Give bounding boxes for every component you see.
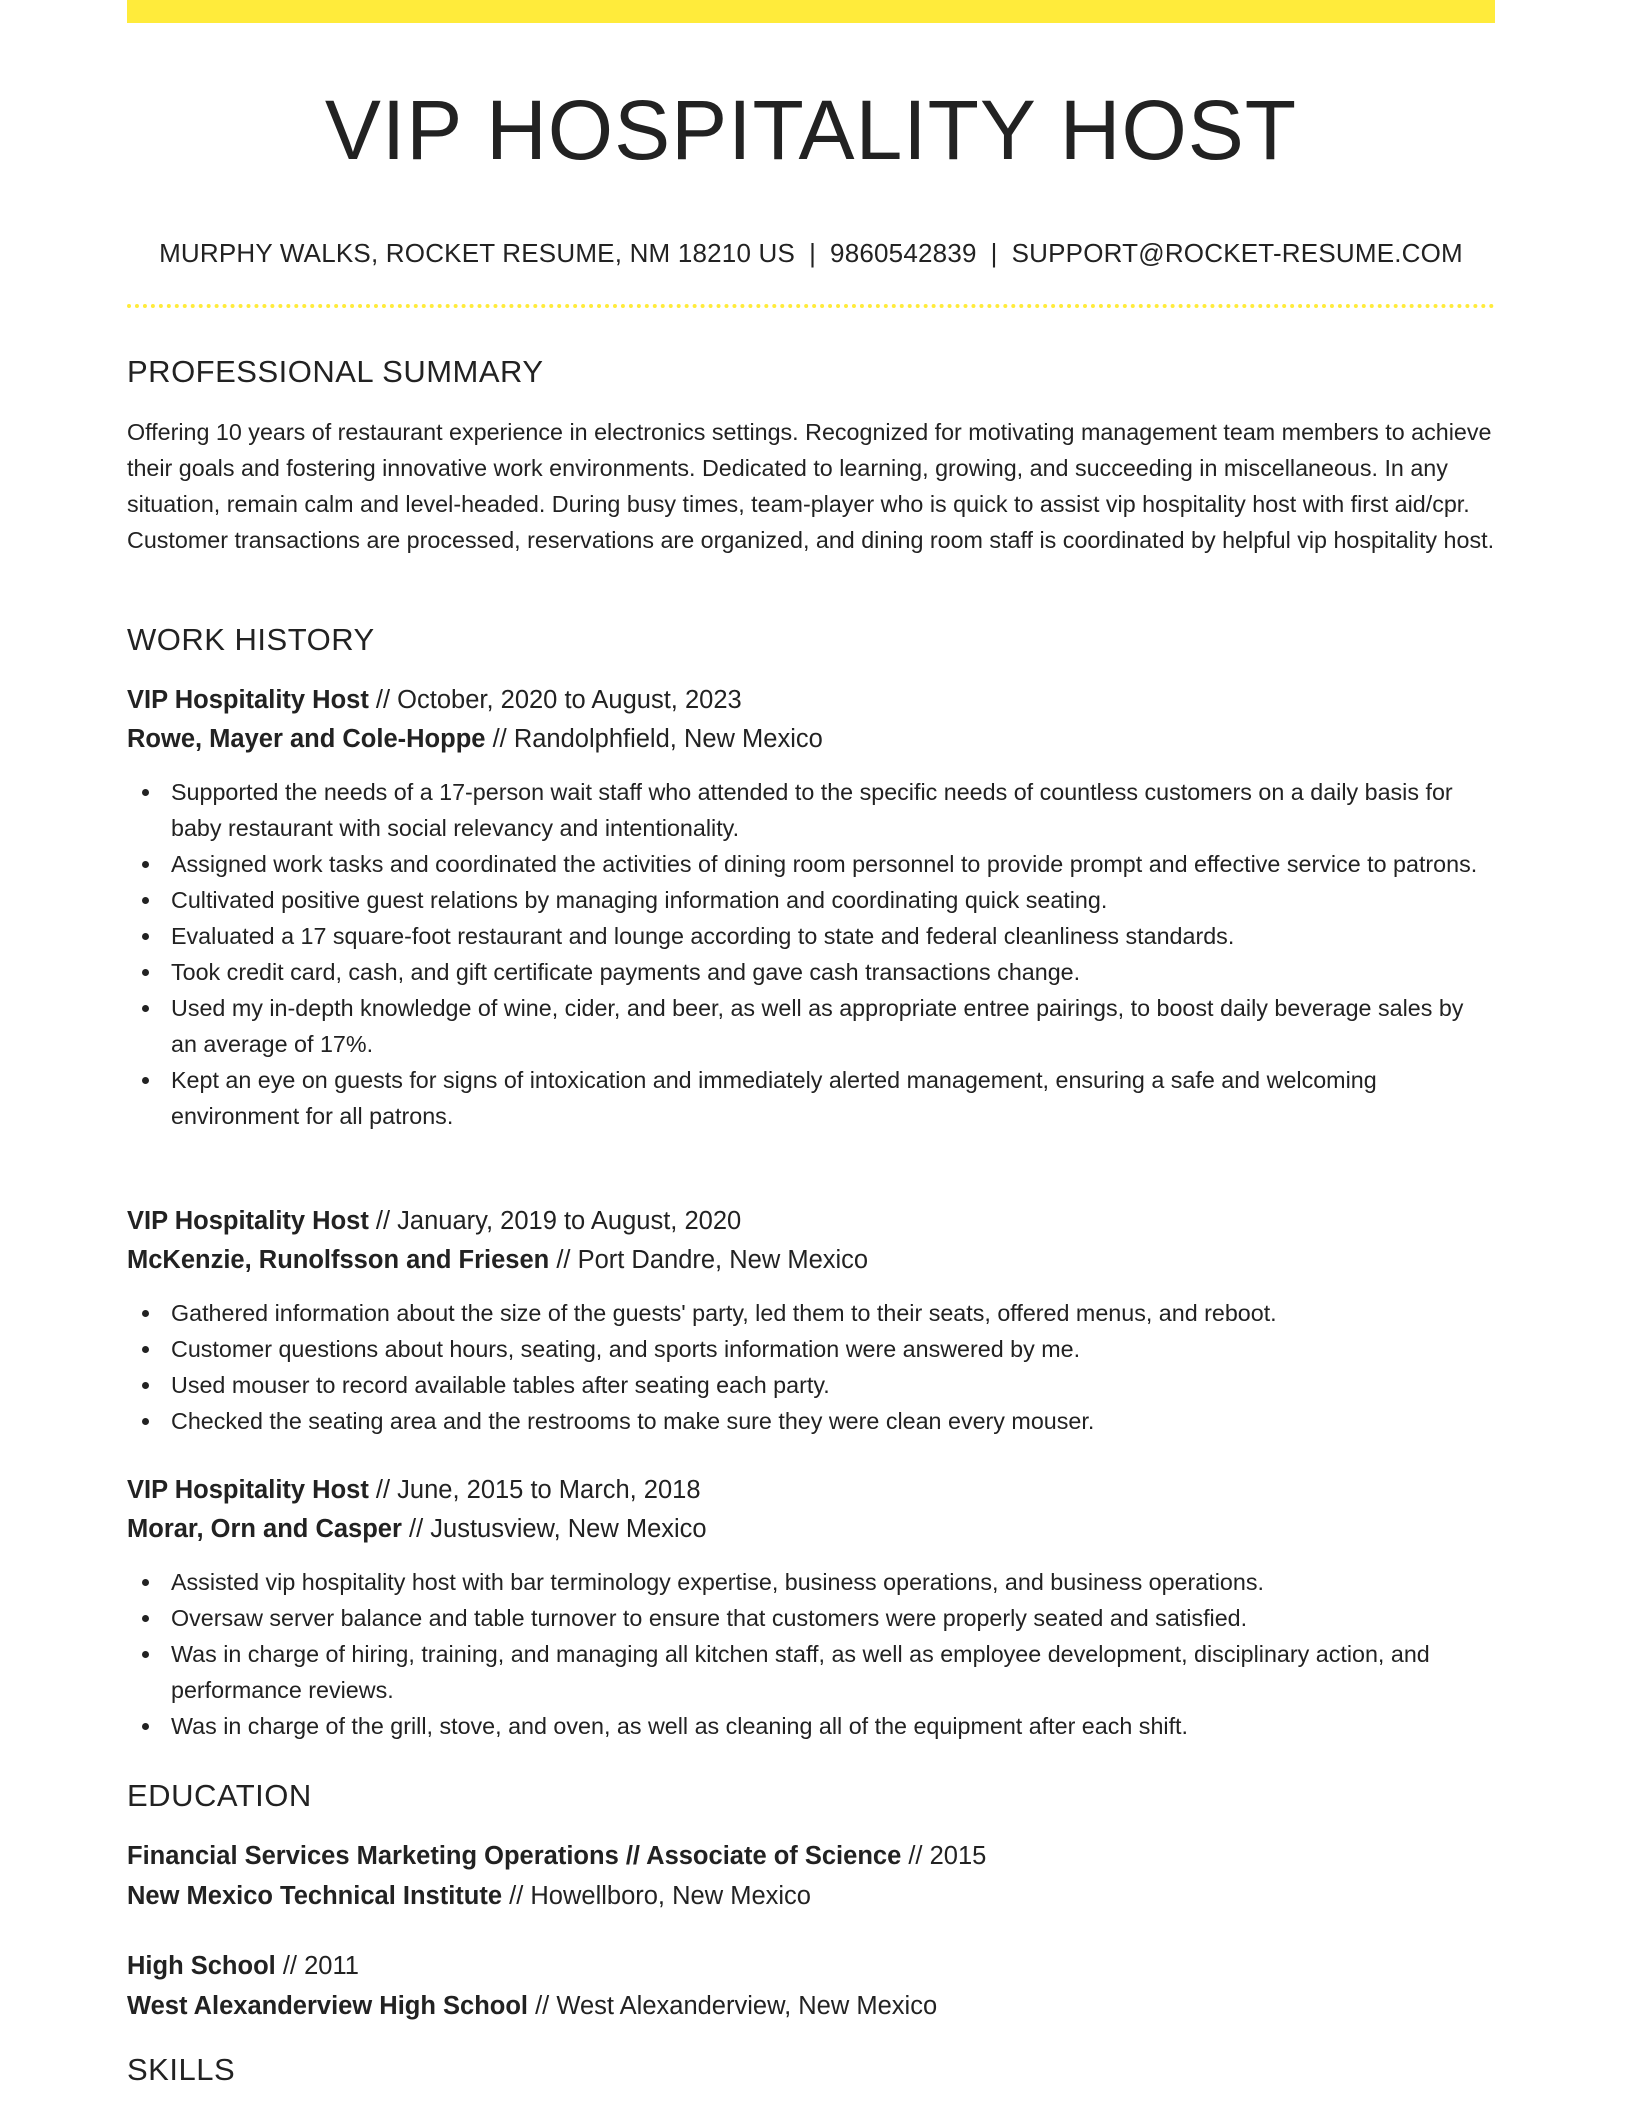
skills-heading: SKILLS — [127, 2052, 236, 2087]
education-school: New Mexico Technical Institute — [127, 1882, 503, 1910]
job-company-line — [127, 721, 823, 757]
job-title: VIP Hospitality Host — [127, 1207, 369, 1235]
job-location: // Port Dandre, New Mexico — [549, 1246, 869, 1274]
work-history-heading: WORK HISTORY — [127, 622, 375, 657]
accent-bar — [127, 0, 1495, 23]
job-bullets — [127, 1295, 1495, 1439]
list-item: Used mouser to record available tables after seating each party. — [127, 1367, 1495, 1403]
job-company: Morar, Orn and Casper — [127, 1515, 402, 1543]
job-dates: // January, 2019 to August, 2020 — [368, 1207, 742, 1235]
education-school-line — [127, 1988, 937, 2024]
dotted-divider — [127, 304, 1495, 308]
list-item: Assisted vip hospitality host with bar terminology expertise, business operations, and business operations. — [127, 1564, 1495, 1600]
education-heading: EDUCATION — [127, 1778, 312, 1813]
job-location: // Randolphfield, New Mexico — [485, 725, 823, 753]
list-item: Took credit card, cash, and gift certificate payments and gave cash transactions change. — [127, 954, 1495, 990]
job-bullets — [127, 1564, 1495, 1744]
education-school: West Alexanderview High School — [127, 1992, 529, 2020]
list-item: Cultivated positive guest relations by managing information and coordinating quick seating. — [127, 882, 1495, 918]
education-degree: High School — [127, 1952, 276, 1980]
education-year: // 2011 — [275, 1952, 359, 1980]
education-degree: Financial Services Marketing Operations // Associate of Science — [127, 1842, 902, 1870]
job-dates: // October, 2020 to August, 2023 — [368, 686, 742, 714]
education-degree-line — [127, 1838, 986, 1874]
resume-title: VIP HOSPITALITY HOST — [324, 83, 1298, 177]
summary-heading: PROFESSIONAL SUMMARY — [127, 354, 544, 389]
job-company: Rowe, Mayer and Cole-Hoppe — [127, 725, 486, 753]
job-dates: // June, 2015 to March, 2018 — [368, 1476, 701, 1504]
education-year: // 2015 — [901, 1842, 987, 1870]
job-title: VIP Hospitality Host — [127, 686, 369, 714]
job-title-line — [127, 1203, 741, 1239]
list-item: Evaluated a 17 square-foot restaurant and lounge according to state and federal cleanliness standards. — [127, 918, 1495, 954]
list-item: Assigned work tasks and coordinated the activities of dining room personnel to provide prompt and effective service to patrons. — [127, 846, 1495, 882]
job-bullets — [127, 774, 1495, 1134]
education-location: // Howellboro, New Mexico — [502, 1882, 811, 1910]
list-item: Was in charge of the grill, stove, and oven, as well as cleaning all of the equipment after each shift. — [127, 1708, 1495, 1744]
list-item: Was in charge of hiring, training, and managing all kitchen staff, as well as employee development, disciplinary action, and performance reviews. — [127, 1636, 1495, 1708]
list-item: Supported the needs of a 17-person wait staff who attended to the specific needs of countless customers on a daily basis for baby restaurant with social relevancy and intentionality. — [127, 774, 1495, 846]
education-location: // West Alexanderview, New Mexico — [528, 1992, 938, 2020]
contact-email[interactable]: SUPPORT@ROCKET-RESUME.COM — [1011, 238, 1463, 268]
job-company-line — [127, 1511, 707, 1547]
contact-separator: | — [809, 238, 817, 268]
job-company-line — [127, 1242, 868, 1278]
job-company: McKenzie, Runolfsson and Friesen — [127, 1246, 550, 1274]
contact-line — [127, 236, 1495, 270]
contact-address: MURPHY WALKS, ROCKET RESUME, NM 18210 US — [159, 238, 796, 268]
job-title: VIP Hospitality Host — [127, 1476, 369, 1504]
contact-separator: | — [990, 238, 998, 268]
list-item: Oversaw server balance and table turnover to ensure that customers were properly seated and satisfied. — [127, 1600, 1495, 1636]
list-item: Customer questions about hours, seating, and sports information were answered by me. — [127, 1331, 1495, 1367]
job-title-line — [127, 1472, 701, 1508]
list-item: Used my in-depth knowledge of wine, cider, and beer, as well as appropriate entree pairings, to boost daily beverage sales by an average of 17%. — [127, 990, 1495, 1062]
job-title-line — [127, 682, 742, 718]
list-item: Gathered information about the size of the guests' party, led them to their seats, offered menus, and reboot. — [127, 1295, 1495, 1331]
job-location: // Justusview, New Mexico — [401, 1515, 707, 1543]
summary-text: Offering 10 years of restaurant experience in electronics settings. Recognized for motivating management team members to achieve their goals and fostering innovative work environments. Dedicated to learning, growing, and succeeding in miscellaneous. In any situation, remain calm and level-headed. During busy times, team-player who is quick to assist vip hospitality host with first aid/cpr. Customer transactions are processed, reservations are organized, and dining room staff is coordinated by helpful vip hospitality host. — [127, 419, 1495, 553]
education-degree-line — [127, 1948, 359, 1984]
list-item: Checked the seating area and the restrooms to make sure they were clean every mouser. — [127, 1403, 1495, 1439]
education-school-line — [127, 1878, 811, 1914]
list-item: Kept an eye on guests for signs of intoxication and immediately alerted management, ensuring a safe and welcoming environment for all patrons. — [127, 1062, 1495, 1134]
contact-phone: 9860542839 — [830, 238, 977, 268]
